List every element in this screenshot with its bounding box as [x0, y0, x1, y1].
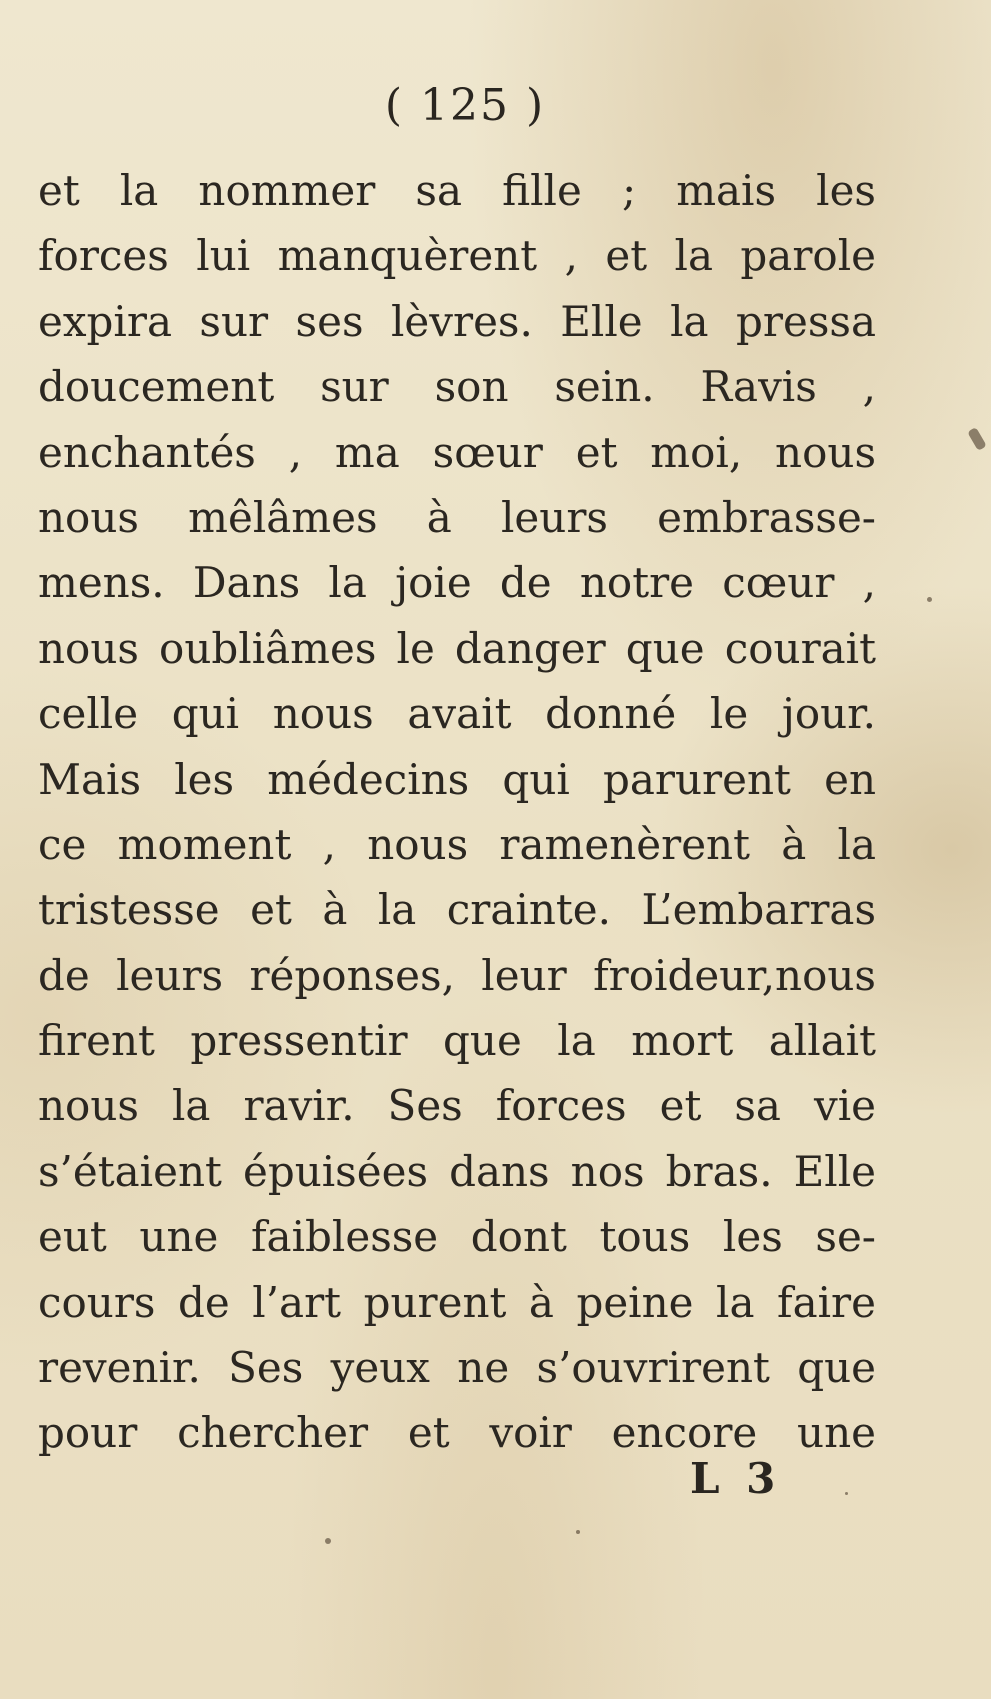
text-line: mens. Dans la joie de notre cœur ,	[38, 558, 876, 608]
text-line: Mais les médecins qui parurent en	[38, 754, 876, 804]
text-line: nous oubliâmes le danger que courait	[38, 623, 876, 673]
body-text	[38, 158, 876, 1466]
text-line: expira sur ses lèvres. Elle la pressa	[38, 296, 876, 346]
text-line: et la nommer sa fille ; mais les	[38, 166, 876, 215]
ink-speck	[927, 597, 932, 602]
text-line: firent pressentir que la mort allait	[38, 1016, 876, 1066]
ink-speck	[325, 1538, 331, 1544]
text-line: tristesse et à la crainte. L’embarras	[38, 885, 876, 935]
ink-speck	[967, 427, 987, 451]
text-line: nous mêlâmes à leurs embrasse-	[38, 492, 876, 542]
text-line: celle qui nous avait donné le jour.	[38, 689, 876, 739]
signature-mark: L 3	[690, 1454, 782, 1503]
ink-speck	[845, 1492, 848, 1495]
text-line: s’étaient épuisées dans nos bras. Elle	[38, 1146, 876, 1196]
page-number-header: ( 125 )	[384, 80, 546, 131]
text-line: de leurs réponses, leur froideur,nous	[38, 950, 876, 1000]
text-line: doucement sur son sein. Ravis ,	[38, 362, 876, 412]
text-line: ce moment , nous ramenèrent à la	[38, 819, 876, 869]
text-line: forces lui manquèrent , et la parole	[38, 231, 876, 281]
text-line: pour chercher et voir encore une	[38, 1408, 876, 1458]
text-line: nous la ravir. Ses forces et sa vie	[38, 1081, 876, 1131]
text-line: enchantés , ma sœur et moi, nous	[38, 427, 876, 477]
ink-speck	[576, 1530, 580, 1534]
text-line: cours de l’art purent à peine la faire	[38, 1277, 876, 1327]
text-line: eut une faiblesse dont tous les se-	[38, 1212, 876, 1262]
text-line: revenir. Ses yeux ne s’ouvrirent que	[38, 1343, 876, 1393]
